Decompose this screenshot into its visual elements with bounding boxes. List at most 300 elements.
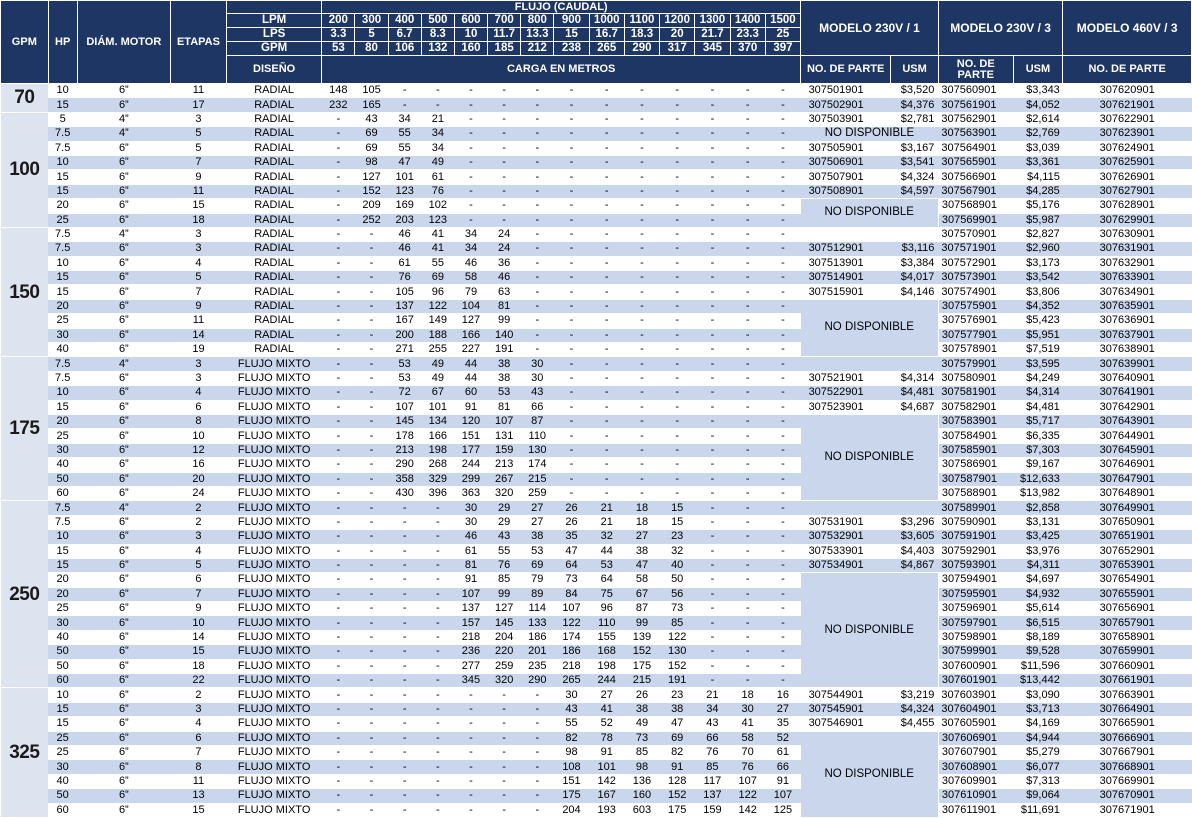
part-number-230v1: 307508901 [801, 184, 891, 198]
etapas-cell: 8 [170, 760, 226, 774]
table-row [1, 630, 1192, 644]
carga-cell: - [695, 501, 730, 515]
carga-cell: - [454, 84, 487, 98]
part-number-230v1: 307503901 [801, 112, 891, 126]
carga-cell: - [695, 630, 730, 644]
usm-230v3: $4,052 [1013, 98, 1063, 112]
diseno-cell: FLUJO MIXTO [226, 789, 321, 803]
carga-cell: 101 [589, 760, 624, 774]
carga-cell: - [421, 659, 454, 673]
carga-cell: - [454, 170, 487, 184]
gpm-value: 160 [454, 42, 487, 56]
hp-cell: 7.5 [48, 501, 77, 515]
hp-cell: 20 [48, 414, 77, 428]
part-number-230v3: 307567901 [938, 184, 1013, 198]
hp-cell: 7.5 [48, 357, 77, 371]
diseno-cell: FLUJO MIXTO [226, 602, 321, 616]
carga-cell: - [322, 127, 355, 141]
carga-cell: - [765, 343, 800, 357]
motor-cell: 6” [77, 573, 170, 587]
carga-cell: - [521, 256, 554, 270]
carga-cell: - [388, 501, 421, 515]
part-number-230v3: 307609901 [938, 774, 1013, 788]
lps-label: LPS [226, 28, 321, 42]
carga-cell: - [695, 184, 730, 198]
carga-cell: - [695, 213, 730, 227]
hp-cell: 40 [48, 630, 77, 644]
carga-cell: - [554, 271, 589, 285]
carga-cell: - [355, 616, 388, 630]
carga-cell: 35 [554, 530, 589, 544]
carga-cell: - [765, 386, 800, 400]
etapas-cell: 8 [170, 414, 226, 428]
carga-cell: - [624, 443, 659, 457]
carga-cell: 107 [388, 400, 421, 414]
carga-cell: - [454, 184, 487, 198]
hp-cell: 50 [48, 645, 77, 659]
usm-230v3: $6,515 [1013, 616, 1063, 630]
lpm-value: 500 [421, 14, 454, 28]
usm-230v3: $9,167 [1013, 458, 1063, 472]
carga-cell: - [521, 112, 554, 126]
usm-230v3: $6,335 [1013, 429, 1063, 443]
part-number-460v3: 307657901 [1063, 616, 1192, 630]
carga-cell: - [589, 357, 624, 371]
carga-cell: - [322, 213, 355, 227]
usm-230v3: $2,858 [1013, 501, 1063, 515]
carga-cell: - [695, 414, 730, 428]
lpm-value: 700 [488, 14, 521, 28]
carga-cell: - [421, 530, 454, 544]
etapas-cell: 12 [170, 443, 226, 457]
carga-cell: 149 [421, 314, 454, 328]
table-row [1, 688, 1192, 702]
carga-cell: - [624, 256, 659, 270]
hp-cell: 10 [48, 84, 77, 98]
carga-cell: - [730, 155, 765, 169]
part-number-460v3: 307628901 [1063, 199, 1192, 213]
carga-cell: 329 [421, 472, 454, 486]
carga-cell: 23 [660, 530, 695, 544]
part-number-460v3: 307664901 [1063, 702, 1192, 716]
carga-cell: - [589, 84, 624, 98]
carga-cell: 73 [554, 573, 589, 587]
carga-cell: 107 [488, 414, 521, 428]
carga-cell: - [730, 558, 765, 572]
carga-cell: 55 [388, 127, 421, 141]
carga-cell: 166 [454, 328, 487, 342]
carga-cell: - [322, 429, 355, 443]
diseno-cell: FLUJO MIXTO [226, 616, 321, 630]
carga-cell: - [554, 285, 589, 299]
diseno-cell: FLUJO MIXTO [226, 400, 321, 414]
carga-cell: - [554, 184, 589, 198]
diseno-cell: RADIAL [226, 213, 321, 227]
hp-cell: 10 [48, 688, 77, 702]
table-row [1, 285, 1192, 299]
part-number-230v1: 307506901 [801, 155, 891, 169]
table-row [1, 443, 1192, 457]
table-row [1, 789, 1192, 803]
carga-cell: 123 [388, 184, 421, 198]
carga-cell: 53 [388, 357, 421, 371]
carga-cell: 198 [589, 659, 624, 673]
carga-cell: 232 [322, 98, 355, 112]
hp-cell: 40 [48, 458, 77, 472]
carga-cell: - [322, 789, 355, 803]
carga-cell: - [521, 170, 554, 184]
carga-cell: - [388, 731, 421, 745]
carga-cell: - [355, 256, 388, 270]
hp-cell: 7.5 [48, 371, 77, 385]
etapas-cell: 5 [170, 558, 226, 572]
part-number-460v3: 307644901 [1063, 429, 1192, 443]
hp-cell: 30 [48, 760, 77, 774]
carga-cell: 29 [488, 515, 521, 529]
carga-cell: - [322, 688, 355, 702]
carga-cell: 58 [624, 573, 659, 587]
carga-cell: 30 [454, 501, 487, 515]
carga-cell: 114 [521, 602, 554, 616]
lps-value: 15 [554, 28, 589, 42]
carga-cell: - [624, 458, 659, 472]
part-number-460v3: 307634901 [1063, 285, 1192, 299]
carga-cell: - [454, 760, 487, 774]
carga-cell: - [421, 573, 454, 587]
carga-cell: 134 [421, 414, 454, 428]
carga-cell: 69 [355, 127, 388, 141]
carga-cell: - [454, 789, 487, 803]
carga-cell: - [355, 386, 388, 400]
carga-cell: - [695, 515, 730, 529]
carga-cell: - [322, 659, 355, 673]
carga-cell: 174 [554, 630, 589, 644]
gpm-value: 132 [421, 42, 454, 56]
gpm-value: 265 [589, 42, 624, 56]
part-number-230v3: 307571901 [938, 242, 1013, 256]
lps-value: 8.3 [421, 28, 454, 42]
motor-cell: 6” [77, 299, 170, 313]
carga-cell: 69 [521, 558, 554, 572]
carga-cell: - [488, 155, 521, 169]
carga-cell: - [521, 213, 554, 227]
part-number-230v3: 307562901 [938, 112, 1013, 126]
etapas-cell: 19 [170, 343, 226, 357]
carga-cell: 38 [488, 357, 521, 371]
carga-cell: 148 [322, 84, 355, 98]
carga-cell: 53 [388, 371, 421, 385]
carga-cell: 107 [554, 602, 589, 616]
hp-cell: 7.5 [48, 515, 77, 529]
part-number-230v1: 307544901 [801, 688, 891, 702]
carga-cell: 89 [521, 587, 554, 601]
carga-cell: - [660, 199, 695, 213]
carga-cell: 157 [454, 616, 487, 630]
part-number-460v3: 307648901 [1063, 486, 1192, 500]
carga-cell: - [554, 472, 589, 486]
carga-cell: - [660, 386, 695, 400]
hp-cell: 15 [48, 544, 77, 558]
motor-cell: 6” [77, 717, 170, 731]
hp-cell: 20 [48, 587, 77, 601]
etapas-cell: 3 [170, 242, 226, 256]
carga-cell: - [388, 573, 421, 587]
carga-cell: - [421, 789, 454, 803]
usm-230v3: $3,713 [1013, 702, 1063, 716]
part-number-460v3: 307658901 [1063, 630, 1192, 644]
carga-cell: - [695, 84, 730, 98]
carga-cell: 236 [454, 645, 487, 659]
carga-cell: - [730, 343, 765, 357]
carga-cell: - [660, 371, 695, 385]
carga-cell: - [695, 155, 730, 169]
gpm-group-label: 70 [1, 84, 49, 113]
carga-cell: 91 [589, 745, 624, 759]
carga-cell: 290 [388, 458, 421, 472]
carga-cell: - [765, 443, 800, 457]
carga-cell: - [695, 314, 730, 328]
part-header-1: NO. DE PARTE [801, 56, 891, 84]
carga-cell: - [765, 199, 800, 213]
carga-cell: - [589, 213, 624, 227]
etapas-cell: 4 [170, 544, 226, 558]
carga-cell: - [355, 443, 388, 457]
carga-cell: - [730, 256, 765, 270]
motor-cell: 4” [77, 501, 170, 515]
carga-cell: 101 [388, 170, 421, 184]
usm-230v3: $9,528 [1013, 645, 1063, 659]
carga-cell: - [355, 472, 388, 486]
carga-cell: - [421, 558, 454, 572]
diseno-cell: RADIAL [226, 242, 321, 256]
carga-cell: - [388, 774, 421, 788]
usm-230v3: $13,982 [1013, 486, 1063, 500]
carga-cell: 15 [660, 515, 695, 529]
carga-cell: - [388, 602, 421, 616]
carga-cell: - [765, 602, 800, 616]
usm-230v3: $6,077 [1013, 760, 1063, 774]
part-number-460v3: 307622901 [1063, 112, 1192, 126]
part-number-230v3: 307601901 [938, 674, 1013, 688]
carga-cell: - [454, 199, 487, 213]
carga-cell: 21 [421, 112, 454, 126]
carga-cell: 110 [521, 429, 554, 443]
part-number-230v3: 307596901 [938, 602, 1013, 616]
carga-cell: - [765, 472, 800, 486]
carga-cell: - [695, 227, 730, 241]
table-row [1, 112, 1192, 126]
motor-cell: 6” [77, 530, 170, 544]
part-number-230v3: 307604901 [938, 702, 1013, 716]
carga-cell: 38 [624, 702, 659, 716]
carga-cell: - [322, 717, 355, 731]
carga-cell: - [322, 314, 355, 328]
carga-cell: 69 [355, 141, 388, 155]
carga-cell: - [488, 184, 521, 198]
usm-230v1: $4,017 [891, 271, 939, 285]
carga-cell: - [322, 674, 355, 688]
part-number-230v1: 307521901 [801, 371, 891, 385]
carga-cell: 127 [355, 170, 388, 184]
carga-cell: 91 [660, 760, 695, 774]
carga-cell: 76 [488, 558, 521, 572]
carga-cell: - [554, 343, 589, 357]
usm-230v1: $3,167 [891, 141, 939, 155]
usm-230v1: $4,687 [891, 400, 939, 414]
carga-cell: 127 [488, 602, 521, 616]
carga-cell: - [730, 213, 765, 227]
table-row [1, 170, 1192, 184]
carga-cell: 32 [589, 530, 624, 544]
etapas-cell: 24 [170, 486, 226, 500]
table-row [1, 141, 1192, 155]
usm-230v1 [891, 357, 939, 371]
carga-cell: - [488, 789, 521, 803]
carga-cell: 105 [355, 84, 388, 98]
not-available-label: NO DISPONIBLE [801, 199, 939, 228]
carga-cell: - [488, 199, 521, 213]
carga-cell: - [521, 731, 554, 745]
carga-cell: - [765, 429, 800, 443]
carga-cell: 18 [624, 515, 659, 529]
hp-cell: 15 [48, 717, 77, 731]
carga-cell: - [695, 659, 730, 673]
usm-230v1: $3,116 [891, 242, 939, 256]
carga-cell: 27 [521, 515, 554, 529]
carga-cell: - [355, 544, 388, 558]
carga-cell: 34 [454, 242, 487, 256]
usm-230v1: $4,597 [891, 184, 939, 198]
carga-cell: - [765, 127, 800, 141]
carga-cell: 277 [454, 659, 487, 673]
hp-cell: 25 [48, 731, 77, 745]
carga-cell: - [421, 803, 454, 817]
table-row [1, 472, 1192, 486]
usm-230v3: $5,951 [1013, 328, 1063, 342]
gpm-value: 106 [388, 42, 421, 56]
carga-cell: - [695, 112, 730, 126]
carga-cell: 73 [624, 731, 659, 745]
carga-cell: - [388, 645, 421, 659]
carga-cell: 15 [660, 501, 695, 515]
carga-cell: 41 [421, 242, 454, 256]
carga-cell: - [730, 184, 765, 198]
part-number-460v3: 307660901 [1063, 659, 1192, 673]
diseno-cell: FLUJO MIXTO [226, 414, 321, 428]
carga-cell: - [695, 371, 730, 385]
carga-cell: 209 [355, 199, 388, 213]
carga-cell: - [421, 602, 454, 616]
carga-cell: - [765, 357, 800, 371]
motor-cell: 6” [77, 271, 170, 285]
table-row [1, 616, 1192, 630]
carga-header: CARGA EN METROS [322, 56, 801, 84]
carga-cell: - [488, 141, 521, 155]
table-row [1, 328, 1192, 342]
etapas-cell: 7 [170, 745, 226, 759]
motor-cell: 4” [77, 357, 170, 371]
carga-cell: 49 [624, 717, 659, 731]
carga-cell: - [624, 386, 659, 400]
usm-230v3: $3,806 [1013, 285, 1063, 299]
carga-cell: - [322, 184, 355, 198]
carga-cell: - [355, 774, 388, 788]
carga-cell: - [765, 659, 800, 673]
hp-cell: 60 [48, 486, 77, 500]
carga-cell: - [624, 357, 659, 371]
carga-cell: 104 [454, 299, 487, 313]
carga-cell: - [388, 659, 421, 673]
carga-cell: - [695, 472, 730, 486]
carga-cell: - [488, 127, 521, 141]
carga-cell: - [322, 760, 355, 774]
motor-cell: 6” [77, 184, 170, 198]
carga-cell: 122 [421, 299, 454, 313]
carga-cell: 64 [554, 558, 589, 572]
carga-cell: - [730, 242, 765, 256]
carga-cell: - [454, 745, 487, 759]
usm-230v3: $5,614 [1013, 602, 1063, 616]
carga-cell: 204 [554, 803, 589, 817]
carga-cell: - [765, 558, 800, 572]
gpm-row-label: GPM [226, 42, 321, 56]
lpm-value: 1500 [765, 14, 800, 28]
carga-cell: 244 [589, 674, 624, 688]
gpm-value: 290 [624, 42, 659, 56]
carga-cell: 145 [488, 616, 521, 630]
part-number-460v3: 307642901 [1063, 400, 1192, 414]
part-number-230v1: 307546901 [801, 717, 891, 731]
motor-cell: 6” [77, 702, 170, 716]
lps-value: 20 [660, 28, 695, 42]
carga-cell: - [660, 285, 695, 299]
hp-cell: 10 [48, 530, 77, 544]
carga-cell: - [589, 242, 624, 256]
part-number-230v3: 307600901 [938, 659, 1013, 673]
carga-cell: - [322, 731, 355, 745]
carga-cell: 175 [624, 659, 659, 673]
carga-cell: - [454, 702, 487, 716]
table-row [1, 98, 1192, 112]
carga-cell: 107 [765, 789, 800, 803]
carga-cell: - [521, 242, 554, 256]
hp-cell: 30 [48, 443, 77, 457]
carga-cell: 235 [521, 659, 554, 673]
diseno-cell: FLUJO MIXTO [226, 745, 321, 759]
carga-cell: - [730, 400, 765, 414]
part-number-230v1: 307532901 [801, 530, 891, 544]
table-row [1, 227, 1192, 241]
etapas-cell: 4 [170, 717, 226, 731]
carga-cell: - [554, 199, 589, 213]
carga-cell: 198 [421, 443, 454, 457]
carga-cell: - [765, 515, 800, 529]
carga-cell: - [730, 501, 765, 515]
carga-cell: - [322, 242, 355, 256]
carga-cell: 99 [488, 314, 521, 328]
carga-cell: - [660, 271, 695, 285]
carga-cell: 122 [660, 630, 695, 644]
carga-cell: 186 [521, 630, 554, 644]
part-number-460v3: 307654901 [1063, 573, 1192, 587]
part-number-230v1: 307515901 [801, 285, 891, 299]
carga-cell: - [322, 386, 355, 400]
carga-cell: - [355, 242, 388, 256]
table-row [1, 774, 1192, 788]
lps-value: 18.3 [624, 28, 659, 42]
table-body [1, 84, 1192, 818]
usm-230v3: $3,976 [1013, 544, 1063, 558]
